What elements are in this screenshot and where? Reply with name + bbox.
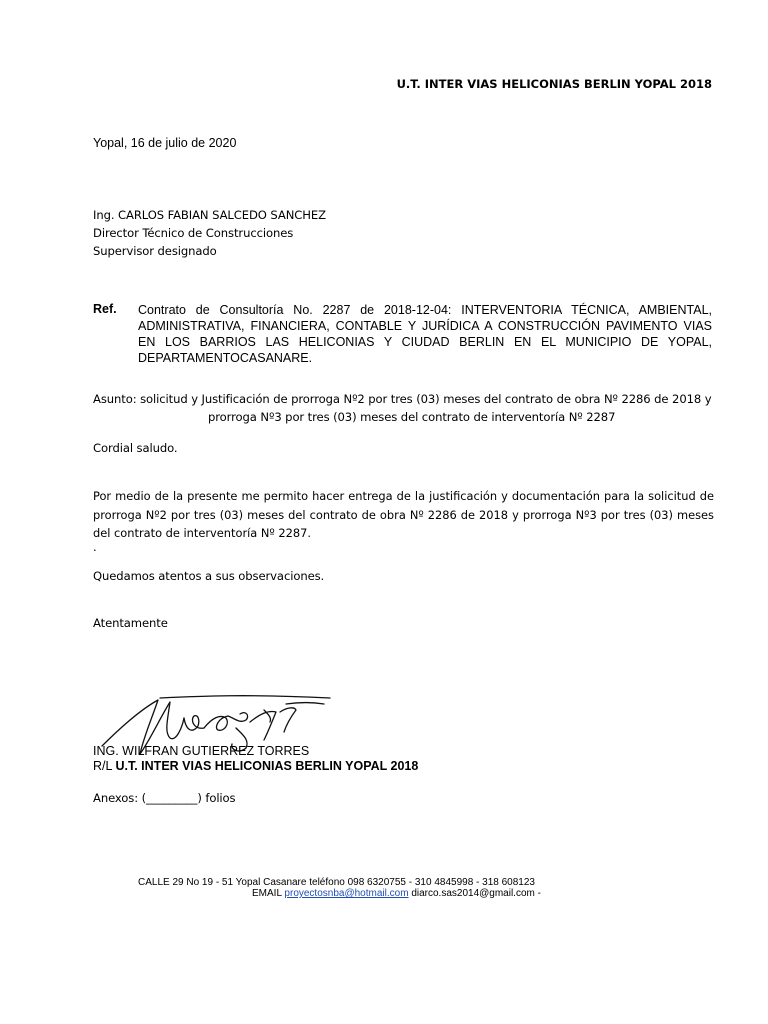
annexes-line: Anexos: (_________) folios bbox=[93, 791, 236, 805]
rl-prefix: R/L bbox=[93, 759, 112, 773]
letterhead-company: U.T. INTER VIAS HELICONIAS BERLIN YOPAL 2018 bbox=[396, 77, 712, 91]
recipient-title: Director Técnico de Construcciones bbox=[93, 226, 294, 240]
email-trail: - bbox=[537, 888, 541, 899]
greeting: Cordial saludo. bbox=[93, 441, 178, 455]
dot-line: . bbox=[93, 540, 97, 554]
date-line: Yopal, 16 de julio de 2020 bbox=[93, 136, 237, 150]
email-text-2: diarco.sas2014@gmail.com bbox=[411, 888, 535, 899]
signatory-company-line bbox=[93, 759, 418, 773]
closing-note: Quedamos atentos a sus observaciones. bbox=[93, 569, 325, 583]
body-paragraph: Por medio de la presente me permito hacer entrega de la justificación y documentación para la solicitud de prorroga Nº2 por tres (03) meses del contrato de obra Nº 2286 de 2018 y prorroga Nº3 por tres (03) meses del contrato de interventoría Nº 2287. bbox=[93, 489, 714, 540]
subject-line-2: prorroga Nº3 por tres (03) meses del contrato de interventoría Nº 2287 bbox=[208, 410, 616, 424]
footer-address: CALLE 29 No 19 - 51 Yopal Casanare teléfono 098 6320755 - 310 4845998 - 318 608123 bbox=[138, 877, 535, 888]
sign-off: Atentamente bbox=[93, 616, 168, 630]
recipient-name: Ing. CARLOS FABIAN SALCEDO SANCHEZ bbox=[93, 208, 326, 222]
footer-email-line bbox=[252, 888, 541, 899]
reference-label: Ref. bbox=[93, 302, 117, 316]
email-link-1[interactable]: proyectosnba@hotmail.com bbox=[284, 888, 409, 899]
signatory-company: U.T. INTER VIAS HELICONIAS BERLIN YOPAL 2018 bbox=[115, 759, 419, 773]
recipient-role: Supervisor designado bbox=[93, 244, 217, 258]
signatory-name: ING. WILFRAN GUTIERREZ TORRES bbox=[93, 744, 310, 758]
email-label: EMAIL bbox=[252, 888, 282, 899]
reference-text: Contrato de Consultoría No. 2287 de 2018-12-04: INTERVENTORIA TÉCNICA, AMBIENTAL, ADMINISTRATIVA, FINANCIERA, CONTABLE Y JURÍDICA A CONSTRUCCIÓN PAVIMENTO VIAS EN LOS BARRIOS LAS HELICONIAS Y CIUDAD BERLIN EN EL MUNICIPIO DE YOPAL, DEPARTAMENTOCASANARE. bbox=[138, 303, 712, 365]
subject-line-1: Asunto: solicitud y Justificación de prorroga Nº2 por tres (03) meses del contrato de obra Nº 2286 de 2018 y bbox=[93, 392, 712, 406]
